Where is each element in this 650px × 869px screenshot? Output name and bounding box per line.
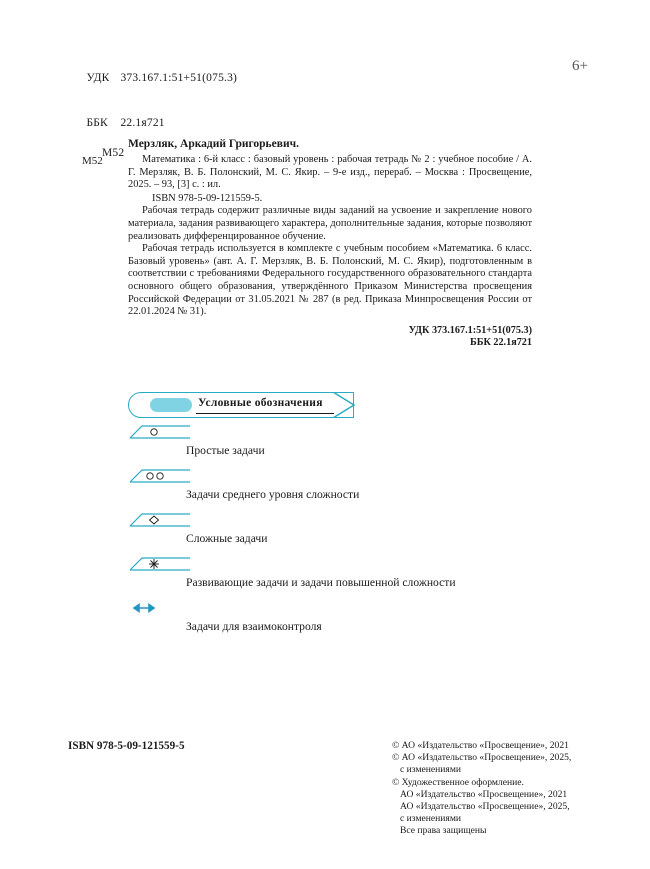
copyright-line: © АО «Издательство «Просвещение», 2025, bbox=[392, 752, 572, 764]
title-statement: Математика : 6-й класс : базовый уровень : рабочая тетрадь № 2 : учебное пособие / А. Г. Мерзляк, В. Б. Полонский, М. С. Якир. – 9-е изд., перераб. – Москва : Просвещение, 2025. – 93, [3] с. : ил. bbox=[128, 154, 532, 191]
diamond-icon bbox=[128, 510, 192, 532]
legend-label: Развивающие задачи и задачи повышенной сложности bbox=[186, 576, 456, 589]
bibliographic-side-marker: М52 bbox=[82, 155, 103, 167]
legend-label: Задачи среднего уровня сложности bbox=[186, 488, 360, 501]
legend-banner-tail-icon bbox=[333, 392, 355, 418]
legend-heading-text: Условные обозначения bbox=[198, 397, 323, 409]
bbk-label: ББК bbox=[86, 117, 108, 129]
copyright-line: © Художественное оформление. bbox=[392, 776, 524, 788]
author-name: Мерзляк, Аркадий Григорьевич. bbox=[128, 138, 299, 150]
legend-item-medium bbox=[128, 466, 548, 510]
bbk-value: 22.1я721 bbox=[120, 117, 165, 129]
copyright-line: с изменениями bbox=[400, 764, 462, 776]
legend-section bbox=[128, 392, 548, 642]
legend-item-simple bbox=[128, 422, 548, 466]
annotation-paragraph-2: Рабочая тетрадь используется в комплекте с учебным пособием «Математика. 6 класс. Базовый уровень» (авт. А. Г. Мерзляк, В. Б. Полонский, М. С. Якир), подготовленным в соответствии с требованиями Федерального государственного образовательного стандарта основного общего образования, утверждённого Приказом Министерства просвещения Российской Федерации от 31.05.2021 № 287 (в ред. Приказа Минпросвещения России от 22.01.2024 № 31). bbox=[128, 243, 532, 318]
copyright-block bbox=[392, 740, 632, 838]
legend-item-hard bbox=[128, 510, 548, 554]
copyright-line: © АО «Издательство «Просвещение», 2021 bbox=[392, 740, 569, 751]
legend-item-mutual-check bbox=[128, 598, 548, 642]
udk-footer: УДК 373.167.1:51+51(075.3) bbox=[408, 324, 532, 336]
legend-label: Сложные задачи bbox=[186, 532, 268, 545]
annotation-paragraph-1: Рабочая тетрадь содержит различные виды заданий на усвоение и закрепление нового материала, задания развивающего характера, дополнительные задания, которые позволяют реализовать дифференцированное обучение. bbox=[128, 205, 532, 242]
legend-heading-underline bbox=[196, 413, 334, 414]
double-arrow-icon bbox=[128, 598, 192, 620]
udk-value: 373.167.1:51+51(075.3) bbox=[120, 72, 238, 84]
legend-banner-pill bbox=[150, 398, 192, 412]
asterisk-icon bbox=[128, 554, 192, 576]
bibliographic-record bbox=[82, 136, 532, 350]
legend-heading-banner bbox=[128, 392, 354, 422]
copyright-line: Все права защищены bbox=[400, 825, 487, 837]
isbn-footer: ISBN 978-5-09-121559-5 bbox=[68, 740, 185, 752]
udk-footer-block bbox=[128, 325, 532, 350]
udk-row bbox=[68, 56, 237, 101]
legend-item-advanced bbox=[128, 554, 548, 598]
copyright-line: АО «Издательство «Просвещение», 2025, bbox=[400, 801, 570, 813]
isbn-inline: ISBN 978-5-09-121559-5. bbox=[152, 192, 263, 204]
shelf-mark: М52 bbox=[102, 147, 125, 159]
double-circle-icon bbox=[128, 466, 192, 488]
single-circle-icon bbox=[128, 422, 192, 444]
legend-label: Задачи для взаимоконтроля bbox=[186, 620, 322, 633]
udk-label: УДК bbox=[86, 72, 110, 84]
legend-label: Простые задачи bbox=[186, 444, 265, 457]
copyright-line: с изменениями bbox=[400, 813, 462, 825]
bbk-footer: ББК 22.1я721 bbox=[469, 337, 532, 349]
copyright-line: АО «Издательство «Просвещение», 2021 bbox=[400, 788, 568, 800]
age-rating-badge: 6+ bbox=[572, 58, 588, 74]
